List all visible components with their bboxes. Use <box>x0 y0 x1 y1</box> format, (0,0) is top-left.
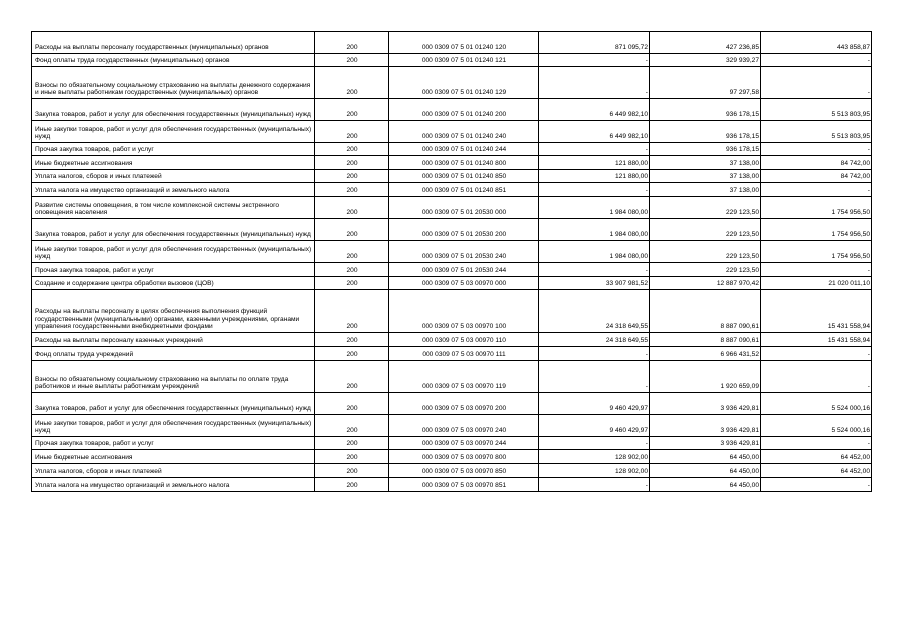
unexecuted-amount-cell: - <box>761 143 872 156</box>
line-code-cell: 200 <box>315 450 389 464</box>
classification-code-cell: 000 0309 07 5 01 01240 200 <box>389 99 539 121</box>
approved-amount-cell: - <box>539 347 650 361</box>
approved-amount-cell: 121 880,00 <box>539 170 650 183</box>
classification-code-cell: 000 0309 07 5 01 01240 240 <box>389 121 539 143</box>
unexecuted-amount-cell: 1 754 956,50 <box>761 197 872 219</box>
line-code-cell: 200 <box>315 121 389 143</box>
unexecuted-amount-cell: - <box>761 263 872 277</box>
expense-name-cell: Иные бюджетные ассигнования <box>32 450 315 464</box>
executed-amount-cell: 936 178,15 <box>650 143 761 156</box>
expense-name-cell: Взносы по обязательному социальному страхованию на выплаты по оплате труда работников и иные выплаты работникам учреждений <box>32 361 315 393</box>
unexecuted-amount-cell: 1 754 956,50 <box>761 241 872 263</box>
unexecuted-amount-cell: 5 524 000,16 <box>761 415 872 437</box>
unexecuted-amount-cell: - <box>761 183 872 197</box>
executed-amount-cell: 12 887 970,42 <box>650 277 761 290</box>
executed-amount-cell: 8 887 090,61 <box>650 333 761 347</box>
executed-amount-cell: 3 936 429,81 <box>650 393 761 415</box>
table-row <box>32 263 872 277</box>
approved-amount-cell: - <box>539 263 650 277</box>
expense-name-cell: Уплата налогов, сборов и иных платежей <box>32 464 315 478</box>
unexecuted-amount-cell: 64 452,00 <box>761 464 872 478</box>
classification-code-cell: 000 0309 07 5 01 20530 240 <box>389 241 539 263</box>
executed-amount-cell: 64 450,00 <box>650 450 761 464</box>
expense-name-cell: Расходы на выплаты персоналу в целях обеспечения выполнения функций государственными (муниципальными) органами, казенными учреждениями, органами управления государственными внебюджетными фондами <box>32 290 315 333</box>
budget-execution-table <box>31 31 872 492</box>
unexecuted-amount-cell: 15 431 558,94 <box>761 290 872 333</box>
approved-amount-cell: - <box>539 437 650 450</box>
executed-amount-cell: 3 936 429,81 <box>650 415 761 437</box>
table-row <box>32 183 872 197</box>
expense-name-cell: Взносы по обязательному социальному страхованию на выплаты денежного содержания и иные выплаты работникам государственных (муниципальных) органов <box>32 67 315 99</box>
classification-code-cell: 000 0309 07 5 01 20530 200 <box>389 219 539 241</box>
executed-amount-cell: 8 887 090,61 <box>650 290 761 333</box>
line-code-cell: 200 <box>315 143 389 156</box>
classification-code-cell: 000 0309 07 5 03 00970 110 <box>389 333 539 347</box>
unexecuted-amount-cell: 84 742,00 <box>761 170 872 183</box>
executed-amount-cell: 936 178,15 <box>650 121 761 143</box>
approved-amount-cell: 871 095,72 <box>539 32 650 54</box>
table-row <box>32 277 872 290</box>
table-row <box>32 156 872 170</box>
line-code-cell: 200 <box>315 361 389 393</box>
classification-code-cell: 000 0309 07 5 01 20530 244 <box>389 263 539 277</box>
table-row <box>32 143 872 156</box>
line-code-cell: 200 <box>315 263 389 277</box>
approved-amount-cell: - <box>539 67 650 99</box>
table-row <box>32 170 872 183</box>
line-code-cell: 200 <box>315 170 389 183</box>
classification-code-cell: 000 0309 07 5 03 00970 000 <box>389 277 539 290</box>
table-row <box>32 347 872 361</box>
approved-amount-cell: 24 318 649,55 <box>539 290 650 333</box>
table-row <box>32 197 872 219</box>
approved-amount-cell: 121 880,00 <box>539 156 650 170</box>
expense-name-cell: Создание и содержание центра обработки вызовов (ЦОВ) <box>32 277 315 290</box>
line-code-cell: 200 <box>315 183 389 197</box>
approved-amount-cell: - <box>539 478 650 492</box>
expense-name-cell: Иные бюджетные ассигнования <box>32 156 315 170</box>
approved-amount-cell: 6 449 982,10 <box>539 99 650 121</box>
table-row <box>32 54 872 67</box>
line-code-cell: 200 <box>315 464 389 478</box>
classification-code-cell: 000 0309 07 5 01 01240 800 <box>389 156 539 170</box>
expense-name-cell: Развитие системы оповещения, в том числе комплексной системы экстренного оповещения населения <box>32 197 315 219</box>
unexecuted-amount-cell: 5 513 803,95 <box>761 121 872 143</box>
unexecuted-amount-cell: - <box>761 67 872 99</box>
classification-code-cell: 000 0309 07 5 03 00970 200 <box>389 393 539 415</box>
table-row <box>32 290 872 333</box>
expense-name-cell: Закупка товаров, работ и услуг для обеспечения государственных (муниципальных) нужд <box>32 99 315 121</box>
executed-amount-cell: 6 966 431,52 <box>650 347 761 361</box>
unexecuted-amount-cell: 1 754 956,50 <box>761 219 872 241</box>
table-row <box>32 99 872 121</box>
approved-amount-cell: 128 902,00 <box>539 450 650 464</box>
approved-amount-cell: 9 460 429,97 <box>539 415 650 437</box>
line-code-cell: 200 <box>315 54 389 67</box>
line-code-cell: 200 <box>315 99 389 121</box>
executed-amount-cell: 3 936 429,81 <box>650 437 761 450</box>
unexecuted-amount-cell: 15 431 558,94 <box>761 333 872 347</box>
classification-code-cell: 000 0309 07 5 03 00970 851 <box>389 478 539 492</box>
unexecuted-amount-cell: 21 020 011,10 <box>761 277 872 290</box>
expense-name-cell: Уплата налога на имущество организаций и земельного налога <box>32 478 315 492</box>
classification-code-cell: 000 0309 07 5 03 00970 111 <box>389 347 539 361</box>
table-row <box>32 361 872 393</box>
unexecuted-amount-cell: - <box>761 361 872 393</box>
classification-code-cell: 000 0309 07 5 03 00970 240 <box>389 415 539 437</box>
approved-amount-cell: 9 460 429,97 <box>539 393 650 415</box>
unexecuted-amount-cell: 5 524 000,16 <box>761 393 872 415</box>
line-code-cell: 200 <box>315 219 389 241</box>
line-code-cell: 200 <box>315 415 389 437</box>
table-row <box>32 219 872 241</box>
approved-amount-cell: 128 902,00 <box>539 464 650 478</box>
unexecuted-amount-cell: 64 452,00 <box>761 450 872 464</box>
classification-code-cell: 000 0309 07 5 03 00970 100 <box>389 290 539 333</box>
classification-code-cell: 000 0309 07 5 01 20530 000 <box>389 197 539 219</box>
expense-name-cell: Закупка товаров, работ и услуг для обеспечения государственных (муниципальных) нужд <box>32 393 315 415</box>
unexecuted-amount-cell: - <box>761 478 872 492</box>
line-code-cell: 200 <box>315 197 389 219</box>
approved-amount-cell: 1 984 080,00 <box>539 197 650 219</box>
unexecuted-amount-cell: - <box>761 54 872 67</box>
line-code-cell: 200 <box>315 290 389 333</box>
executed-amount-cell: 64 450,00 <box>650 464 761 478</box>
table-row <box>32 241 872 263</box>
line-code-cell: 200 <box>315 437 389 450</box>
approved-amount-cell: 1 984 080,00 <box>539 219 650 241</box>
approved-amount-cell: - <box>539 361 650 393</box>
classification-code-cell: 000 0309 07 5 01 01240 129 <box>389 67 539 99</box>
table-row <box>32 437 872 450</box>
executed-amount-cell: 37 138,00 <box>650 170 761 183</box>
table-row <box>32 464 872 478</box>
executed-amount-cell: 329 939,27 <box>650 54 761 67</box>
expense-name-cell: Фонд оплаты труда государственных (муниципальных) органов <box>32 54 315 67</box>
line-code-cell: 200 <box>315 333 389 347</box>
approved-amount-cell: 6 449 982,10 <box>539 121 650 143</box>
table-row <box>32 121 872 143</box>
unexecuted-amount-cell: 84 742,00 <box>761 156 872 170</box>
expense-name-cell: Уплата налога на имущество организаций и земельного налога <box>32 183 315 197</box>
expense-name-cell: Прочая закупка товаров, работ и услуг <box>32 263 315 277</box>
executed-amount-cell: 427 236,85 <box>650 32 761 54</box>
executed-amount-cell: 229 123,50 <box>650 219 761 241</box>
line-code-cell: 200 <box>315 156 389 170</box>
expense-name-cell: Иные закупки товаров, работ и услуг для обеспечения государственных (муниципальных) нужд <box>32 121 315 143</box>
executed-amount-cell: 229 123,50 <box>650 241 761 263</box>
classification-code-cell: 000 0309 07 5 01 01240 244 <box>389 143 539 156</box>
table-row <box>32 415 872 437</box>
classification-code-cell: 000 0309 07 5 01 01240 850 <box>389 170 539 183</box>
expense-name-cell: Закупка товаров, работ и услуг для обеспечения государственных (муниципальных) нужд <box>32 219 315 241</box>
approved-amount-cell: 24 318 649,55 <box>539 333 650 347</box>
expense-name-cell: Иные закупки товаров, работ и услуг для обеспечения государственных (муниципальных) нужд <box>32 241 315 263</box>
classification-code-cell: 000 0309 07 5 01 01240 120 <box>389 32 539 54</box>
expense-name-cell: Иные закупки товаров, работ и услуг для обеспечения государственных (муниципальных) нужд <box>32 415 315 437</box>
expense-name-cell: Прочая закупка товаров, работ и услуг <box>32 143 315 156</box>
expense-name-cell: Расходы на выплаты персоналу государственных (муниципальных) органов <box>32 32 315 54</box>
table-body <box>32 32 872 492</box>
line-code-cell: 200 <box>315 67 389 99</box>
classification-code-cell: 000 0309 07 5 03 00970 800 <box>389 450 539 464</box>
line-code-cell: 200 <box>315 347 389 361</box>
executed-amount-cell: 936 178,15 <box>650 99 761 121</box>
expense-name-cell: Уплата налогов, сборов и иных платежей <box>32 170 315 183</box>
classification-code-cell: 000 0309 07 5 03 00970 244 <box>389 437 539 450</box>
executed-amount-cell: 37 138,00 <box>650 183 761 197</box>
table-row <box>32 450 872 464</box>
expense-name-cell: Фонд оплаты труда учреждений <box>32 347 315 361</box>
approved-amount-cell: 1 984 080,00 <box>539 241 650 263</box>
line-code-cell: 200 <box>315 241 389 263</box>
executed-amount-cell: 97 297,58 <box>650 67 761 99</box>
executed-amount-cell: 64 450,00 <box>650 478 761 492</box>
approved-amount-cell: - <box>539 183 650 197</box>
table-row <box>32 393 872 415</box>
unexecuted-amount-cell: 5 513 803,95 <box>761 99 872 121</box>
unexecuted-amount-cell: - <box>761 347 872 361</box>
classification-code-cell: 000 0309 07 5 03 00970 119 <box>389 361 539 393</box>
approved-amount-cell: - <box>539 143 650 156</box>
classification-code-cell: 000 0309 07 5 01 01240 851 <box>389 183 539 197</box>
approved-amount-cell: - <box>539 54 650 67</box>
classification-code-cell: 000 0309 07 5 03 00970 850 <box>389 464 539 478</box>
table-row <box>32 333 872 347</box>
line-code-cell: 200 <box>315 32 389 54</box>
approved-amount-cell: 33 907 981,52 <box>539 277 650 290</box>
line-code-cell: 200 <box>315 393 389 415</box>
expense-name-cell: Прочая закупка товаров, работ и услуг <box>32 437 315 450</box>
executed-amount-cell: 1 920 659,09 <box>650 361 761 393</box>
executed-amount-cell: 229 123,50 <box>650 263 761 277</box>
table-row <box>32 67 872 99</box>
executed-amount-cell: 229 123,50 <box>650 197 761 219</box>
table-row <box>32 32 872 54</box>
classification-code-cell: 000 0309 07 5 01 01240 121 <box>389 54 539 67</box>
table-row <box>32 478 872 492</box>
expense-name-cell: Расходы на выплаты персоналу казенных учреждений <box>32 333 315 347</box>
unexecuted-amount-cell: 443 858,87 <box>761 32 872 54</box>
line-code-cell: 200 <box>315 478 389 492</box>
line-code-cell: 200 <box>315 277 389 290</box>
unexecuted-amount-cell: - <box>761 437 872 450</box>
executed-amount-cell: 37 138,00 <box>650 156 761 170</box>
